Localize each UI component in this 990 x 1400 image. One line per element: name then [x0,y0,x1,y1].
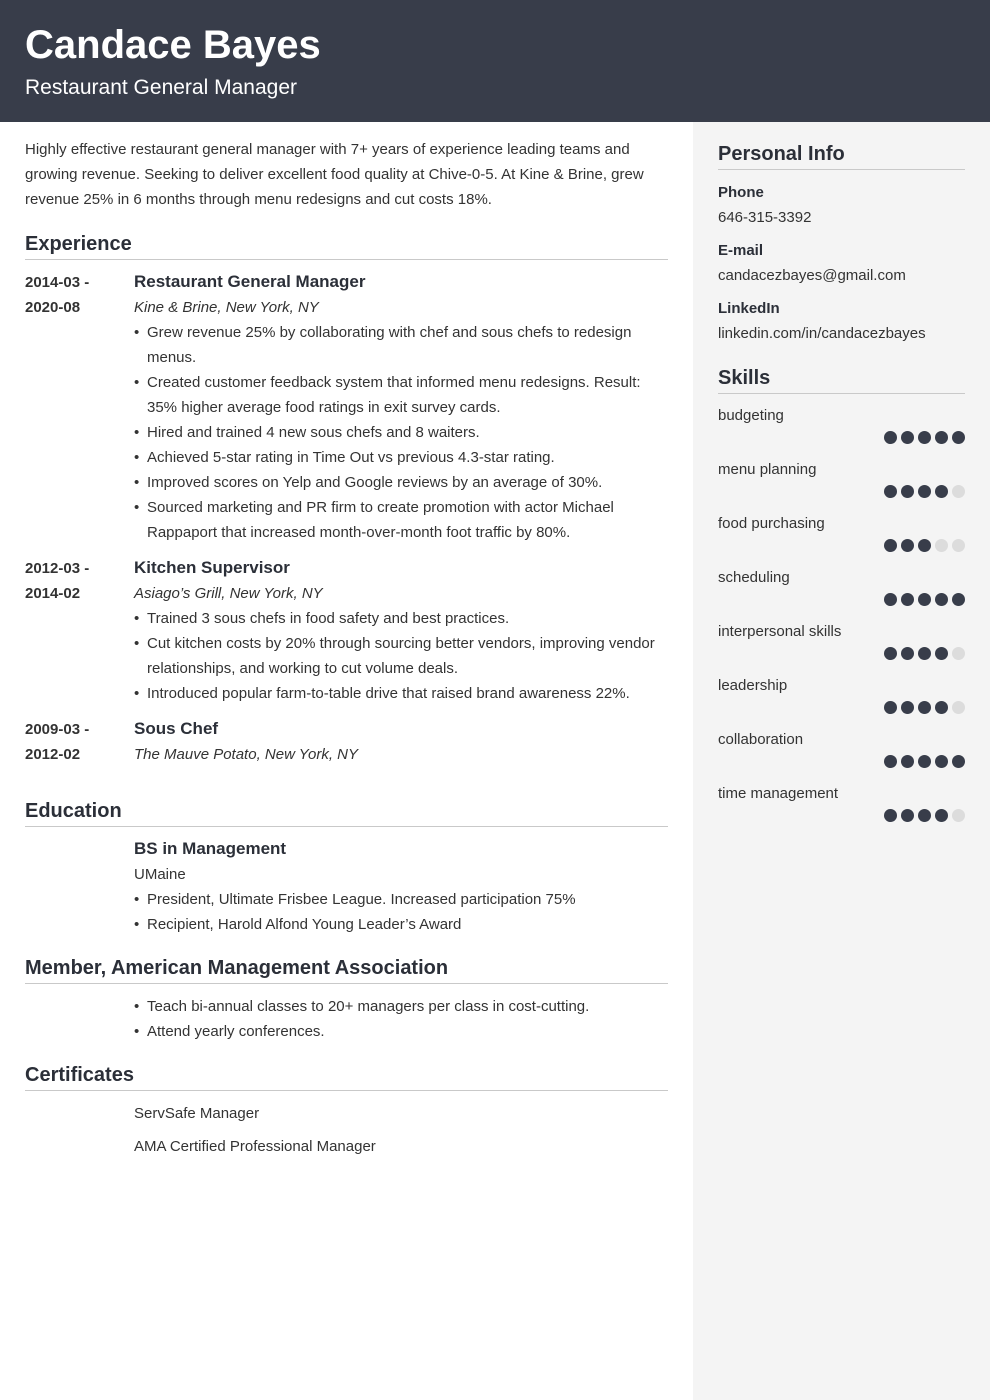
job-company: Asiago’s Grill, New York, NY [134,585,323,602]
degree-title: BS in Management [134,839,287,858]
skill-name: menu planning [718,461,817,478]
skill-name: budgeting [718,407,784,424]
rating-dot-filled [935,809,948,822]
rating-dot-filled [935,485,948,498]
job-date-end: 2012-02 [25,746,81,763]
experience-section [25,232,668,767]
rating-dot-empty [935,539,948,552]
membership-section [25,956,668,1044]
education-title: Education [25,799,668,827]
certificate-item: ServSafe Manager [134,1105,260,1122]
linkedin-value[interactable]: linkedin.com/in/candacezbayes [718,325,926,342]
job-entry [25,717,668,767]
job-company: The Mauve Potato, New York, NY [134,746,358,763]
education-bullet: • President, Ultimate Frisbee League. Increased participation 75% [134,887,668,912]
job-date-end: 2020-08 [25,299,81,316]
rating-dot-empty [952,539,965,552]
skill-rating [718,485,965,498]
rating-dot-filled [918,431,931,444]
phone-value: 646-315-3392 [718,209,812,226]
skill-rating [718,755,965,768]
skill-name: interpersonal skills [718,623,842,640]
job-body [134,556,668,706]
certificate-item: AMA Certified Professional Manager [134,1138,376,1155]
rating-dot-filled [884,431,897,444]
rating-dot-empty [952,701,965,714]
rating-dot-filled [884,593,897,606]
skill-rating [718,431,965,444]
rating-dot-filled [884,755,897,768]
job-date-start: 2009-03 - [25,721,90,738]
skill-item [718,783,965,822]
job-dates [25,717,134,767]
skill-name: scheduling [718,569,790,586]
personal-info-title: Personal Info [718,142,965,170]
skill-name: collaboration [718,731,804,748]
job-bullet: • Sourced marketing and PR firm to create promotion with actor Michael Rappaport that increased month-over-month foot traffic by 80%. [134,495,668,545]
rating-dot-filled [952,755,965,768]
job-title: Sous Chef [134,719,219,738]
skills-section [718,366,965,822]
skill-item [718,459,965,498]
skill-rating [718,647,965,660]
skill-name: leadership [718,677,788,694]
job-body [134,717,668,767]
education-body [134,837,668,937]
job-entry [25,556,668,706]
main-column [25,122,668,1159]
linkedin-label: LinkedIn [718,300,780,317]
job-dates [25,270,134,545]
education-section [25,799,668,937]
rating-dot-filled [901,593,914,606]
job-bullet: • Cut kitchen costs by 20% through sourcing better vendors, improving vendor relationships, and working to cut volume deals. [134,631,668,681]
job-bullet: • Hired and trained 4 new sous chefs and 8 waiters. [134,420,668,445]
membership-bullet: • Attend yearly conferences. [134,1019,668,1044]
job-bullet: • Achieved 5-star rating in Time Out vs previous 4.3-star rating. [134,445,668,470]
job-bullet: • Grew revenue 25% by collaborating with chef and sous chefs to redesign menus. [134,320,668,370]
skill-rating [718,701,965,714]
education-bullets [134,887,668,937]
membership-bullet: • Teach bi-annual classes to 20+ managers per class in cost-cutting. [134,994,668,1019]
rating-dot-filled [918,701,931,714]
rating-dot-filled [952,593,965,606]
education-entry [25,837,668,937]
rating-dot-filled [918,539,931,552]
membership-entry [25,994,668,1044]
certificates-section [25,1063,668,1159]
skill-item [718,567,965,606]
skill-item [718,621,965,660]
rating-dot-filled [884,539,897,552]
job-bullet: • Trained 3 sous chefs in food safety and best practices. [134,606,668,631]
experience-title: Experience [25,232,668,260]
rating-dot-filled [884,809,897,822]
education-bullet: • Recipient, Harold Alfond Young Leader’s Award [134,912,668,937]
rating-dot-filled [935,647,948,660]
rating-dot-filled [918,593,931,606]
email-label: E-mail [718,242,764,259]
rating-dot-filled [901,701,914,714]
membership-bullets [134,994,668,1044]
sidebar [693,122,990,1400]
job-entry [25,270,668,545]
certificates-title: Certificates [25,1063,668,1091]
rating-dot-filled [901,809,914,822]
education-dates [25,837,134,937]
rating-dot-empty [952,485,965,498]
rating-dot-filled [935,593,948,606]
rating-dot-filled [935,701,948,714]
skill-item [718,405,965,444]
school-name: UMaine [134,866,186,883]
job-bullet: • Introduced popular farm-to-table drive that raised brand awareness 22%. [134,681,668,706]
skill-rating [718,809,965,822]
candidate-role: Restaurant General Manager [25,76,297,99]
job-body [134,270,668,545]
rating-dot-filled [884,485,897,498]
skill-rating [718,593,965,606]
job-bullets [134,606,668,706]
skill-item [718,729,965,768]
membership-body [134,994,668,1044]
rating-dot-filled [901,431,914,444]
rating-dot-filled [952,431,965,444]
membership-title: Member, American Management Association [25,956,668,984]
rating-dot-filled [918,485,931,498]
candidate-name: Candace Bayes [25,23,321,67]
rating-dot-empty [952,647,965,660]
job-date-start: 2012-03 - [25,560,90,577]
skill-rating [718,539,965,552]
skill-item [718,675,965,714]
rating-dot-filled [901,647,914,660]
skill-name: food purchasing [718,515,825,532]
email-value[interactable]: candacezbayes@gmail.com [718,267,906,284]
personal-info-section [718,142,965,346]
rating-dot-filled [901,755,914,768]
job-dates [25,556,134,706]
skill-item [718,513,965,552]
job-company: Kine & Brine, New York, NY [134,299,319,316]
job-date-end: 2014-02 [25,585,81,602]
skills-title: Skills [718,366,965,394]
skill-name: time management [718,785,839,802]
rating-dot-filled [884,701,897,714]
job-bullet: • Created customer feedback system that informed menu redesigns. Result: 35% higher average food ratings in exit survey cards. [134,370,668,420]
rating-dot-filled [901,539,914,552]
phone-label: Phone [718,184,764,201]
job-bullet: • Improved scores on Yelp and Google reviews by an average of 30%. [134,470,668,495]
rating-dot-filled [935,431,948,444]
summary-text: Highly effective restaurant general manager with 7+ years of experience leading teams and growing revenue. Seeking to deliver excellent food quality at Chive-0-5. At Kine & Brine, grew revenue 25% in 6 months through menu redesigns and cut costs 18%. [25,141,644,208]
job-bullets [134,320,668,545]
job-title: Restaurant General Manager [134,272,366,291]
rating-dot-filled [918,809,931,822]
resume-header [0,0,990,122]
rating-dot-filled [918,755,931,768]
membership-dates [25,994,134,1044]
job-title: Kitchen Supervisor [134,558,290,577]
rating-dot-filled [884,647,897,660]
rating-dot-filled [918,647,931,660]
job-date-start: 2014-03 - [25,274,90,291]
rating-dot-filled [935,755,948,768]
rating-dot-empty [952,809,965,822]
rating-dot-filled [901,485,914,498]
